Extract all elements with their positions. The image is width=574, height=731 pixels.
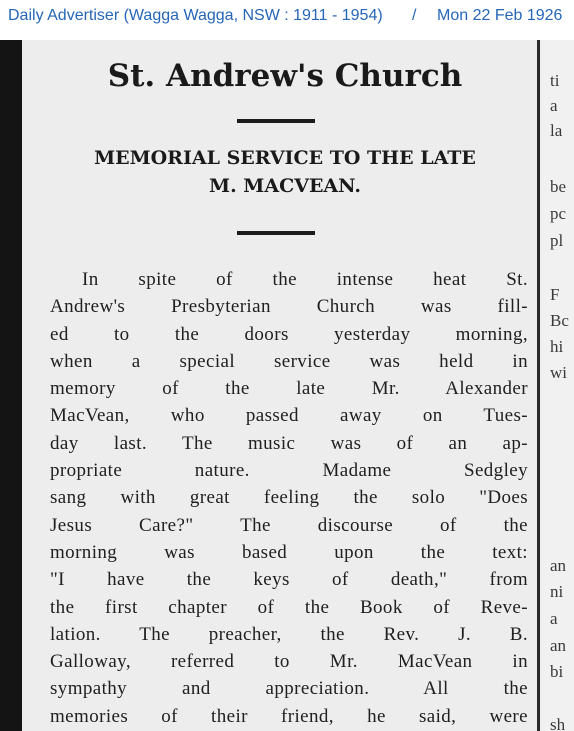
newspaper-title-link[interactable]: Daily Advertiser (Wagga Wagga, NSW : 1911 - 1954): [8, 7, 383, 24]
column-fragment: pc: [550, 204, 567, 223]
body-line: the first chapter of the Book of Reve-: [50, 596, 528, 618]
column-rule: [537, 40, 540, 731]
issue-date-link[interactable]: Mon 22 Feb 1926: [437, 7, 563, 24]
body-line: MacVean, who passed away on Tues-: [50, 405, 528, 427]
column-fragment: ti: [550, 71, 560, 90]
column-fragment: wi: [550, 363, 567, 382]
subtitle-line: M. MACVEAN.: [209, 175, 361, 197]
body-line: Jesus Care?" The discourse of the: [50, 514, 528, 536]
body-line: ed to the doors yesterday morning,: [50, 323, 528, 345]
body-line: "I have the keys of death," from: [50, 569, 528, 591]
column-fragment: sh: [550, 715, 566, 731]
scan-border: [0, 40, 22, 731]
column-fragment: a: [550, 96, 558, 115]
body-line: morning was based upon the text:: [50, 541, 528, 563]
body-line: day last. The music was of an ap-: [50, 432, 528, 454]
column-fragment: F: [550, 285, 560, 304]
body-line: Galloway, referred to Mr. MacVean in: [50, 651, 528, 673]
column-fragment: ni: [550, 582, 564, 601]
body-line: propriate nature. Madame Sedgley: [50, 460, 528, 482]
body-line: memory of the late Mr. Alexander: [50, 378, 528, 400]
column-fragment: hi: [550, 337, 564, 356]
column-fragment: pl: [550, 231, 564, 250]
body-line: lation. The preacher, the Rev. J. B.: [50, 623, 528, 645]
breadcrumb-separator: /: [412, 7, 417, 24]
newspaper-scan: [0, 40, 574, 731]
subtitle-line: MEMORIAL SERVICE TO THE LATE: [94, 147, 476, 169]
column-fragment: be: [550, 177, 567, 196]
column-fragment: bi: [550, 662, 564, 681]
body-line: memories of their friend, he said, were: [50, 705, 528, 727]
adjacent-column: [541, 40, 574, 731]
column-fragment: a: [550, 609, 558, 628]
article-body: [50, 266, 528, 730]
article-title: St. Andrew's Church: [107, 58, 463, 94]
column-fragment: an: [550, 556, 567, 575]
title-rule: [237, 119, 315, 123]
body-line: sympathy and appreciation. All the: [50, 678, 528, 700]
subtitle-rule: [237, 231, 315, 235]
body-line: In spite of the intense heat St.: [82, 269, 528, 290]
column-fragment: Bc: [550, 311, 569, 330]
body-line: sang with great feeling the solo "Does: [50, 487, 528, 509]
column-fragment: la: [550, 121, 563, 140]
column-fragment: an: [550, 636, 567, 655]
breadcrumb: [0, 0, 574, 40]
article-subtitle: [40, 144, 530, 200]
body-line: Andrew's Presbyterian Church was fill-: [50, 296, 528, 318]
body-line: when a special service was held in: [50, 350, 528, 372]
